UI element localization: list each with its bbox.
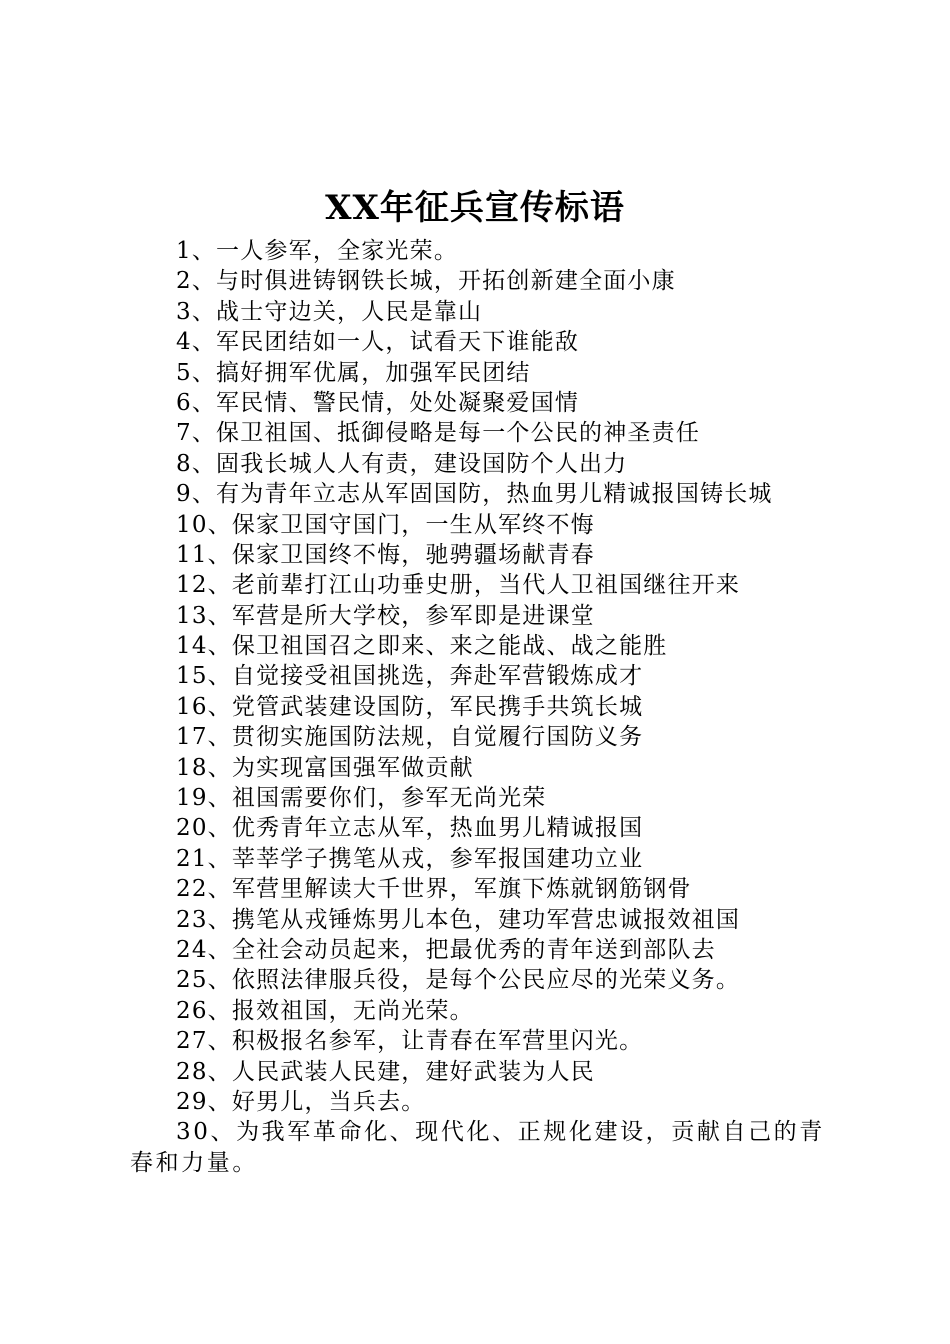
slogan-item-20: 20、优秀青年立志从军，热血男儿精诚报国	[176, 815, 644, 842]
slogan-item-15: 15、自觉接受祖国挑选，奔赴军营锻炼成才	[176, 663, 644, 690]
slogan-item-18: 18、为实现富国强军做贡献	[176, 754, 474, 781]
document-title: XX年征兵宣传标语	[325, 188, 625, 228]
slogan-item-6: 6、军民情、警民情，处处凝聚爱国情	[176, 389, 580, 416]
slogan-item-3: 3、战士守边关，人民是靠山	[176, 298, 483, 325]
slogan-list	[130, 236, 830, 1178]
slogan-item-24: 24、全社会动员起来，把最优秀的青年送到部队去	[176, 936, 716, 963]
slogan-item-27: 27、积极报名参军，让青春在军营里闪光。	[176, 1028, 644, 1055]
slogan-item-28: 28、人民武装人民建，建好武装为人民	[176, 1058, 595, 1085]
slogan-item-25: 25、依照法律服兵役，是每个公民应尽的光荣义务。	[176, 967, 741, 994]
slogan-item-21: 21、莘莘学子携笔从戎，参军报国建功立业	[176, 845, 644, 872]
slogan-item-29: 29、好男儿，当兵去。	[176, 1088, 426, 1115]
slogan-item-23: 23、携笔从戎锤炼男儿本色，建功军营忠诚报效祖国	[176, 906, 741, 933]
slogan-item-14: 14、保卫祖国召之即来、来之能战、战之能胜	[176, 633, 668, 660]
slogan-item-7: 7、保卫祖国、抵御侵略是每一个公民的神圣责任	[176, 420, 701, 447]
slogan-item-12: 12、老前辈打江山功垂史册，当代人卫祖国继往开来	[176, 572, 741, 599]
slogan-item-19: 19、祖国需要你们，参军无尚光荣	[176, 785, 547, 812]
slogan-item-1: 1、一人参军，全家光荣。	[176, 238, 459, 264]
slogan-item-8: 8、固我长城人人有责，建设国防个人出力	[176, 450, 628, 477]
slogan-item-16: 16、党管武装建设国防，军民携手共筑长城	[176, 693, 644, 720]
slogan-item-10: 10、保家卫国守国门，一生从军终不悔	[176, 511, 595, 538]
slogan-item-5: 5、搞好拥军优属，加强军民团结	[176, 359, 531, 386]
slogan-item-17: 17、贯彻实施国防法规，自觉履行国防义务	[176, 724, 644, 751]
slogan-item-22: 22、军营里解读大千世界，军旗下炼就钢筋钢骨	[176, 876, 692, 903]
slogan-item-4: 4、军民团结如一人，试看天下谁能敌	[176, 329, 580, 356]
slogan-item-26: 26、报效祖国，无尚光荣。	[176, 997, 474, 1024]
slogan-item-11: 11、保家卫国终不悔，驰骋疆场献青春	[176, 541, 595, 568]
slogan-item-13: 13、军营是所大学校，参军即是进课堂	[176, 602, 595, 629]
slogan-item-2: 2、与时俱进铸钢铁长城，开拓创新建全面小康	[176, 268, 676, 295]
slogan-item-30: 30、为我军革命化、现代化、正规化建设，贡献自己的青春和力量。	[130, 1119, 825, 1176]
slogan-item-9: 9、有为青年立志从军固国防，热血男儿精诚报国铸长城	[176, 481, 773, 508]
